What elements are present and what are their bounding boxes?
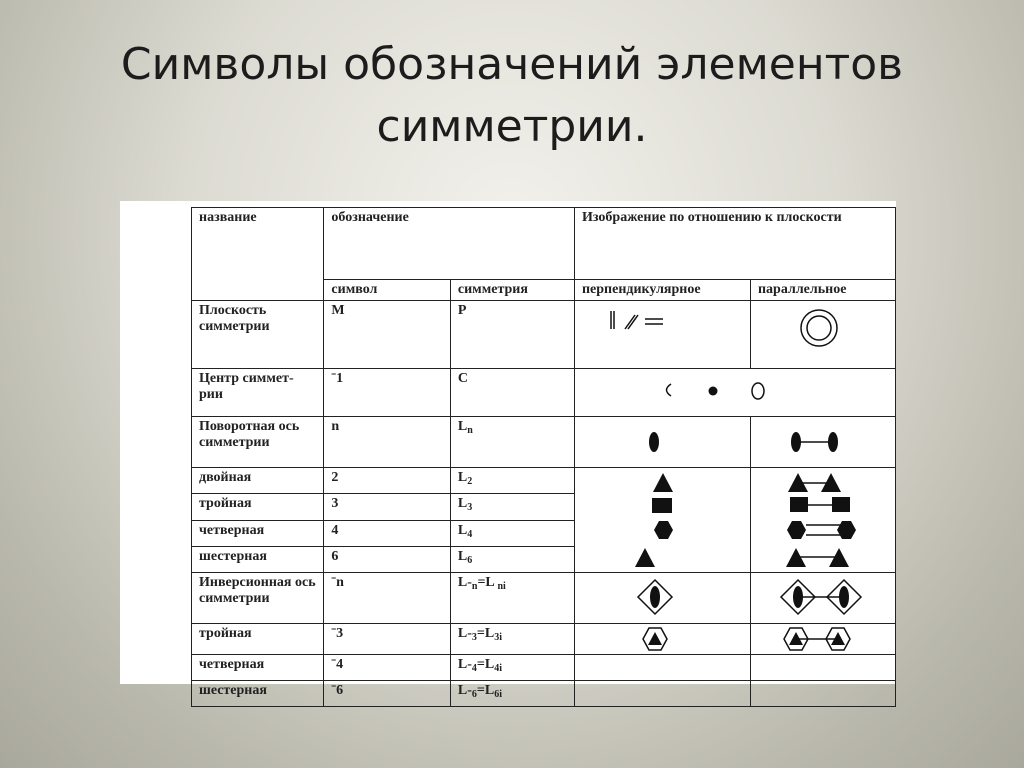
plane-lines-icon (582, 303, 743, 366)
parallel-cell (750, 301, 895, 369)
row-symmetry: $L_6$ (450, 546, 574, 572)
perp-cell (574, 573, 750, 624)
parallel-cell (750, 681, 895, 707)
hexagon-triangle-pair-icon (758, 626, 888, 652)
row-symmetry: $L-_n=L$ $_{ni}$ (450, 573, 574, 624)
row-symbol: ˉ4 (324, 655, 450, 681)
header-symmetry: симметрия (450, 280, 574, 301)
row-name: Центр симмет-рии (192, 369, 324, 417)
inversion-diamond-icon (582, 575, 743, 621)
row-name: Плоскость симметрии (192, 301, 324, 369)
ellipse-pair-icon (758, 419, 888, 465)
parallel-cell (750, 655, 895, 681)
table-row (192, 369, 896, 417)
parallel-cell (750, 624, 895, 655)
row-symmetry: P (450, 301, 574, 369)
slide-title (0, 34, 1024, 158)
row-symbol: 6 (324, 546, 450, 572)
row-name: тройная (192, 494, 324, 520)
parallel-cell (750, 573, 895, 624)
table-row (192, 655, 896, 681)
header-symbol: символ (324, 280, 450, 301)
center-cell (574, 369, 895, 417)
title-line-2: симметрии. (376, 101, 648, 152)
axis-symbols-perpendicular-icon (582, 470, 743, 570)
row-name: двойная (192, 468, 324, 494)
header-image: Изображение по отношению к плоскости (574, 208, 895, 280)
row-symbol: M (324, 301, 450, 369)
row-symbol: ˉn (324, 573, 450, 624)
row-name: шестерная (192, 681, 324, 707)
parallel-cell-axes (750, 468, 895, 573)
symmetry-symbols-table (191, 207, 896, 707)
row-symbol: 3 (324, 494, 450, 520)
header-row-1 (192, 208, 896, 280)
row-symbol: ˉ6 (324, 681, 450, 707)
perp-cell (574, 655, 750, 681)
table-row (192, 468, 896, 494)
row-symmetry: $L-_3=L_{3i}$ (450, 624, 574, 655)
row-symmetry: $L-_6=L_{6i}$ (450, 681, 574, 707)
perp-cell-axes (574, 468, 750, 573)
parallel-cell (750, 417, 895, 468)
row-symbol: n (324, 417, 450, 468)
perp-cell (574, 624, 750, 655)
row-symbol: ˉ1 (324, 369, 450, 417)
row-symmetry: $L_3$ (450, 494, 574, 520)
row-symmetry: $L-_4=L_{4i}$ (450, 655, 574, 681)
symbols-table-image (120, 201, 896, 700)
row-symmetry: $L_n$ (450, 417, 574, 468)
row-name: четверная (192, 655, 324, 681)
header-perpendicular: перпендикулярное (574, 280, 750, 301)
table-row (192, 681, 896, 707)
hexagon-triangle-icon (582, 626, 743, 652)
ellipse-axis-icon (582, 419, 743, 465)
row-symmetry: $L_2$ (450, 468, 574, 494)
row-symmetry: $L_4$ (450, 520, 574, 546)
axis-symbols-parallel-icon (758, 470, 888, 570)
inversion-diamond-pair-icon (758, 575, 888, 621)
double-circle-icon (758, 303, 888, 366)
header-name: название (192, 208, 324, 301)
perp-cell (574, 301, 750, 369)
perp-cell (574, 417, 750, 468)
table-row (192, 417, 896, 468)
table-row (192, 624, 896, 655)
center-symbols-icon (582, 371, 873, 414)
row-name: Инверсионная ось симметрии (192, 573, 324, 624)
row-name: четверная (192, 520, 324, 546)
title-line-1: Символы обозначений элементов (120, 39, 904, 90)
row-symbol: 4 (324, 520, 450, 546)
header-designation: обозначение (324, 208, 575, 280)
header-parallel: параллельное (750, 280, 895, 301)
row-name: шестерная (192, 546, 324, 572)
row-symmetry: C (450, 369, 574, 417)
row-name: тройная (192, 624, 324, 655)
table-row (192, 573, 896, 624)
row-name: Поворотная ось симметрии (192, 417, 324, 468)
table-row (192, 301, 896, 369)
row-symbol: 2 (324, 468, 450, 494)
row-symbol: ˉ3 (324, 624, 450, 655)
perp-cell (574, 681, 750, 707)
